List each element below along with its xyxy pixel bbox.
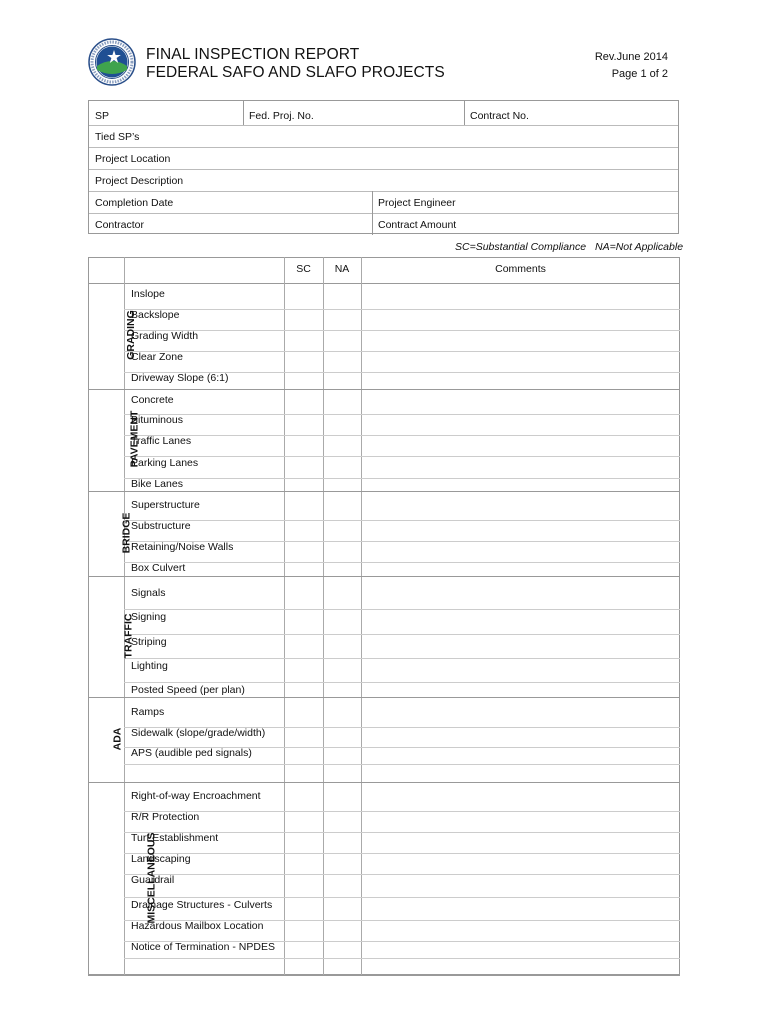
section-divider (88, 491, 680, 492)
checklist-item: Drainage Structures - Culverts (131, 899, 273, 911)
contractor-label: Contractor (95, 219, 145, 231)
row-divider (124, 414, 680, 415)
info-row-location (89, 146, 678, 168)
checklist-item: Ramps (131, 706, 165, 718)
row-divider (124, 634, 680, 635)
row-divider (124, 764, 680, 765)
tied-sps-label: Tied SP’s (95, 131, 140, 143)
checklist-item: Right-of-way Encroachment (131, 790, 261, 802)
info-row-sp (89, 103, 678, 125)
checklist-item: Sidewalk (slope/grade/width) (131, 727, 266, 739)
divider (243, 101, 244, 125)
row-divider (124, 456, 680, 457)
section-divider (88, 576, 680, 577)
section-divider (88, 782, 680, 783)
row-divider (124, 309, 680, 310)
row-divider (124, 897, 680, 898)
category-label-bridge: BRIDGE (120, 512, 133, 553)
category-label-traffic: TRAFFIC (122, 613, 135, 658)
column-divider (361, 257, 362, 975)
checklist-item: Turf Establishment (131, 832, 219, 844)
report-title: FINAL INSPECTION REPORT (146, 46, 360, 63)
column-header-na: NA (334, 263, 350, 275)
section-divider (88, 697, 680, 698)
checklist-item: Hazardous Mailbox Location (131, 920, 264, 932)
page-indicator: Page 1 of 2 (611, 68, 668, 80)
checklist-item: Landscaping (131, 853, 191, 865)
checklist-item: APS (audible ped signals) (131, 747, 252, 759)
checklist-item: Retaining/Noise Walls (131, 541, 234, 553)
row-divider (124, 520, 680, 521)
checklist-item: Striping (131, 636, 167, 648)
row-divider (124, 958, 680, 959)
report-subtitle: FEDERAL SAFO AND SLAFO PROJECTS (146, 64, 445, 81)
section-divider (88, 975, 680, 976)
grid-line (88, 283, 680, 284)
column-divider (323, 257, 324, 975)
checklist-item: Posted Speed (per plan) (131, 684, 245, 696)
info-row-completion (89, 190, 678, 212)
checklist-item: Driveway Slope (6:1) (131, 372, 229, 384)
checklist-item: Parking Lanes (131, 457, 199, 469)
column-divider (284, 257, 285, 975)
checklist-item: Lighting (131, 660, 168, 672)
checklist-item: R/R Protection (131, 811, 200, 823)
category-label-pavement: PAVEMENT (128, 410, 141, 468)
checklist-item: Box Culvert (131, 562, 186, 574)
divider (464, 101, 465, 125)
checklist-item: Substructure (131, 520, 191, 532)
row-divider (124, 874, 680, 875)
revision-label: Rev.June 2014 (594, 51, 668, 63)
project-info-box (88, 100, 679, 234)
row-divider (124, 562, 680, 563)
category-label-ada: ADA (111, 727, 124, 750)
legend-na: NA=Not Applicable (595, 241, 684, 253)
project-engineer-label: Project Engineer (378, 197, 456, 209)
dot-seal-logo (88, 38, 136, 86)
legend-sc: SC=Substantial Compliance (455, 241, 587, 253)
info-row-tied (89, 124, 678, 146)
row-divider (124, 853, 680, 854)
row-divider (124, 609, 680, 610)
checklist-item: Clear Zone (131, 351, 183, 363)
project-description-label: Project Description (95, 175, 184, 187)
row-divider (124, 811, 680, 812)
checklist-item: Inslope (131, 288, 165, 300)
checklist-item: Concrete (131, 394, 174, 406)
row-divider (124, 330, 680, 331)
checklist-item: Signals (131, 587, 166, 599)
checklist-item: Superstructure (131, 499, 200, 511)
row-divider (124, 478, 680, 479)
info-row-contractor (89, 212, 678, 234)
category-label-miscellaneous: MISCELLANEOUS (145, 831, 158, 924)
checklist-item: Backslope (131, 309, 180, 321)
section-divider (88, 389, 680, 390)
row-divider (124, 682, 680, 683)
sp-label: SP (95, 110, 110, 122)
row-divider (124, 435, 680, 436)
divider (372, 191, 373, 235)
project-location-label: Project Location (95, 153, 171, 165)
checklist-item: Bituminous (131, 414, 183, 426)
checklist-item: Grading Width (131, 330, 199, 342)
checklist-item: Notice of Termination - NPDES (131, 941, 275, 953)
row-divider (124, 351, 680, 352)
inspection-checklist-table (88, 257, 680, 975)
checklist-item: Traffic Lanes (131, 435, 192, 447)
completion-date-label: Completion Date (95, 197, 174, 209)
checklist-item: Signing (131, 611, 167, 623)
row-divider (124, 658, 680, 659)
checklist-item: Guardrail (131, 874, 175, 886)
contract-no-label: Contract No. (470, 110, 529, 122)
column-header-sc: SC (296, 263, 311, 275)
category-label-grading: GRADING (124, 310, 137, 360)
checklist-item: Bike Lanes (131, 478, 183, 490)
info-row-description (89, 168, 678, 190)
contract-amount-label: Contract Amount (378, 219, 457, 231)
fed-proj-no-label: Fed. Proj. No. (249, 110, 314, 122)
column-header-comments: Comments (495, 263, 546, 275)
